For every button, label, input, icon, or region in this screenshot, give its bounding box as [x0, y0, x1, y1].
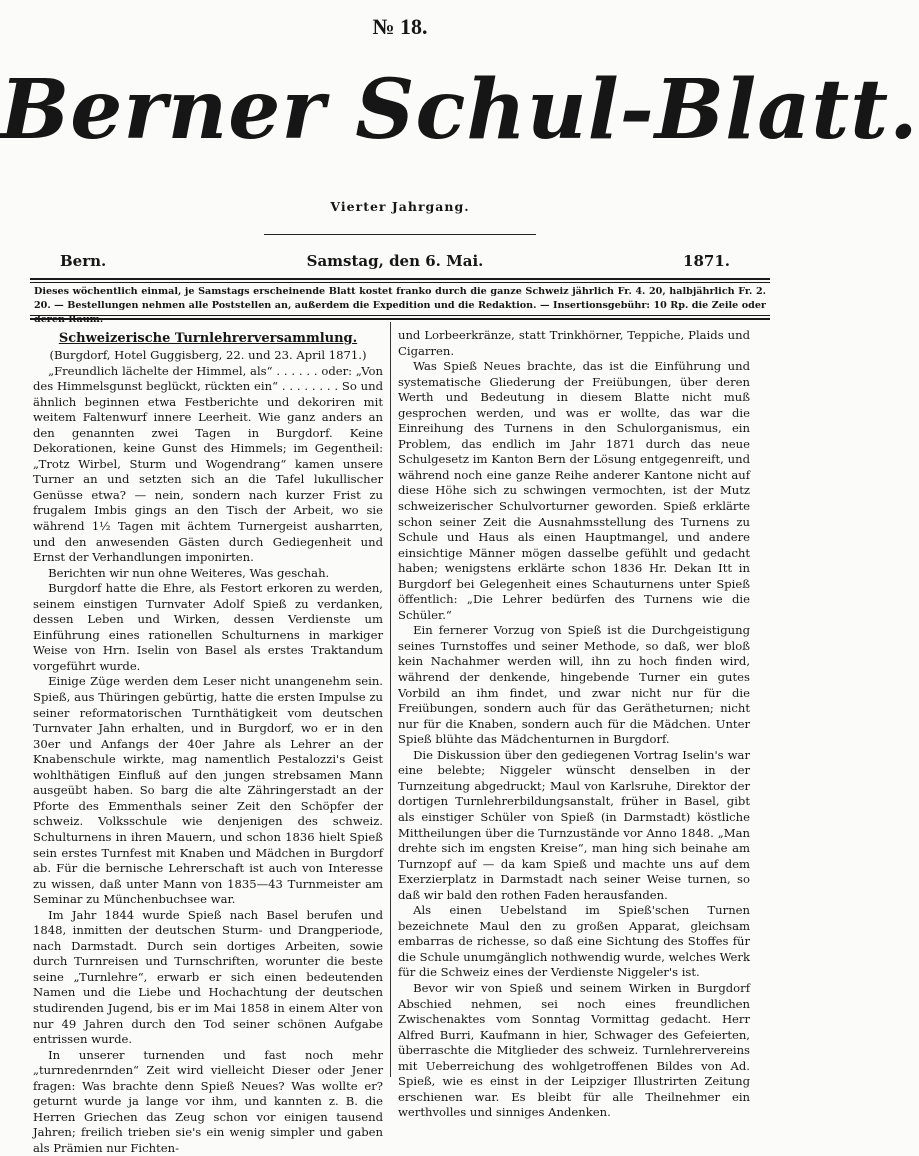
paragraph: Als einen Uebelstand im Spieß'schen Turnen bezeichnete Maul den zu großen Apparat, gleichsam embarras de richesse, so daß eine Sichtung des Stoffes für die Schule unumgänglich nothwendig wurde, welches Werk für die Schweiz eines der Verdienste Niggeler's ist. [398, 903, 750, 980]
divider [30, 278, 770, 280]
issue-number: № 18. [372, 14, 428, 39]
paragraph: Die Diskussion über den gediegenen Vortrag Iselin's war eine belebte; Niggeler wünscht denselben in der Turnzeitung abgedruckt; Maul von Karlsruhe, Direktor der dortigen Turnlehrerbildungsanstalt, früher in Basel, gibt als einstiger Schüler von Spieß (in Darmstadt) köstliche Mittheilungen über die Turnzustände vor Anno 1848. „Man drehte sich im engsten Kreise“, man hing sich beinahe am Turnzopf auf — da kam Spieß und machte uns auf dem Exerzierplatz in Darmstadt nach seiner Weise turnen, so daß wir bald den rothen Faden herausfanden. [398, 747, 750, 902]
paragraph: Ein fernerer Vorzug von Spieß ist die Durchgeistigung seines Turnstoffes und seiner Methode, so daß, wer bloß kein Nachahmer werden will, ihn zu hoch finden wird, während der denkende, hingebende Turner ein gutes Vorbild an ihm findet, und zwar nicht nur für die Freiübungen, sondern auch für das Gerätheturnen; nicht nur für die Knaben, sondern auch für die Mädchen. Unter Spieß blühte das Mädchenturnen in Burgdorf. [398, 623, 750, 747]
issue-date: Samstag, den 6. Mai. [306, 252, 484, 270]
divider [30, 318, 770, 320]
article-title: Schweizerische Turnlehrerversammlung. [58, 331, 358, 346]
subscription-notice: Dieses wöchentlich einmal, je Samstags erscheinende Blatt kostet franko durch die ganze Schweiz jährlich Fr. 4. 20, halbjährlich Fr. 2. 20. — Bestellungen nehmen alle Poststellen an, außerdem die Expedition und die Redaktion. — Insertionsgebühr: 10 Rp. die Zeile oder [34, 286, 766, 311]
paragraph: Einige Züge werden dem Leser nicht unangenehm sein. Spieß, aus Thüringen gebürtig, hatte die ersten Impulse zu seiner reformatorischen Turnthätigkeit vom deutschen Turnvater Jahn erhalten, und in Burgdorf, wo er in den 30er und Anfangs der 40er Jahre als Lehrer an der Knabenschule wirkte, mag namentlich Pestalozzi's Geist wohlthätigen Einfluß auf den jungen strebsamen Mann ausgeübt haben. So barg die alte Zähringerstadt an der Pforte des Emmenthals seiner Zeit den Schöpfer der schweiz. Volksschule wie denjenigen des schweiz. Schulturnens in ihren Mauern, und schon 1836 hielt Spieß sein erstes Turnfest mit Knaben und Mädchen in Burgdorf ab. Für die bernische Lehrerschaft ist auch von Interesse zu wissen, daß unter Mann von 1835—43 Turnmeister am Seminar zu Münchenbuchsee war. [33, 674, 383, 907]
paragraph: Bevor wir von Spieß und seinem Wirken in Burgdorf Abschied nehmen, sei noch eines freundlichen Zwischenaktes vom Sonntag Vormittag gedacht. Herr Alfred Burri, Kaufmann in hier, Schwager des Gefeierten, überraschte die Mitglieder des schweiz. Turnlehrervereins mit Ueberreichung des wohlgetroffenen Bildes von Ad. Spieß, wie es einst in der Leipziger Illustrirten Zeitung erschienen war. Es bleibt für alle Theilnehmer ein werthvolles und sinniges Andenken. [398, 980, 750, 1120]
paragraph: Was Spieß Neues brachte, das ist die Einführung und systematische Gliederung der Freiübungen, über deren Werth und Bedeutung in diesem Blatte nicht muß gesprochen werden, und was er wollte, das war die Einreihung des Turnens in den Schulorganismus, ein Problem, das endlich im Jahr 1871 durch das neue Schulgesetz im Kanton Bern der Lösung entgegenreift, und während noch eine ganze Reihe anderer Kantone nicht auf diese Höhe sich zu schwingen vermochten, ist der Mutz schweizerischer Schulvorturner geworden. Spieß erklärte schon seiner Zeit die Ausnahmsstellung des Turnens zu Schule und Haus als einen Hauptmangel, und andere einsichtige Männer mögen dasselbe gefühlt und gedacht haben; wenigstens erklärte schon 1836 Hr. Dekan Itt in Burgdorf bei Gelegenheit eines Schauturnens unter Spieß öffentlich: „Die Lehrer bedürfen des Turnens wie die Schüler.“ [398, 359, 750, 622]
paragraph: Burgdorf hatte die Ehre, als Festort erkoren zu werden, seinem einstigen Turnvater Adolf Spieß zu verdanken, dessen Leben und Wirken, dessen Verdienste um Einführung eines rationellen Schulturnens in markiger Weise von Hrn. Iselin von Basel als erstes Traktandum vorgeführt wurde. [33, 581, 383, 673]
right-column [398, 328, 750, 1121]
masthead-title: Berner Schul-Blatt. [0, 62, 919, 158]
volume-subtitle: Vierter Jahrgang. [330, 199, 470, 214]
article-place-date: (Burgdorf, Hotel Guggisberg, 22. und 23. April 1871.) [49, 348, 367, 362]
divider [30, 282, 770, 283]
column-divider [390, 322, 391, 1077]
issue-year: 1871. [683, 252, 730, 270]
paragraph: und Lorbeerkränze, statt Trinkhörner, Teppiche, Plaids und Cigarren. [398, 328, 750, 358]
paragraph: In unserer turnenden und fast noch mehr „turnredenrnden“ Zeit wird vielleicht Dieser oder Jener fragen: Was brachte denn Spieß Neues? Was wollte er? geturnt wurde ja lange vor ihm, und kannten z. B. die Herren Griechen das Zeug schon vor einigen tausend Jahren; freilich trieben sie's ein wenig simpler und gaben als Prämien nur Fichten- [33, 1047, 383, 1155]
paragraph: Im Jahr 1844 wurde Spieß nach Basel berufen und 1848, inmitten der deutschen Sturm- und Drangperiode, nach Darmstadt. Durch sein dortiges Arbeiten, sowie durch Turnreisen und Turnschriften, worunter die beste seine „Turnlehre“, erwarb er sich einen bedeutenden Namen und die Liebe und Hochachtung der deutschen studirenden Jugend, bis er im Mai 1858 in einem Alter von nur 49 Jahren durch den Tod seiner schönen Aufgabe entrissen wurde. [33, 907, 383, 1047]
left-column [33, 330, 383, 1156]
dateline [60, 252, 730, 272]
paragraph: „Freundlich lächelte der Himmel, als“ . . . . . . oder: „Von des Himmelsgunst beglückt, rückten ein“ . . . . . . . . So und ähnlich beginnen etwa Festberichte und dekoriren mit weitem Faltenwurf innere Leerheit. Wie ganz anders an den genannten zwei Tagen in Burgdorf. Keine Dekorationen, keine Gunst des Himmels; im Gegentheil: „Trotz Wirbel, Sturm und Wogendrang“ kamen unsere Turner an und setzten sich an die Tafel lukullischer Genüsse etwa? — nein, sondern nach kurzer Frist zu frugalem Imbis gings an den Tisch der Arbeit, wo sie während 1½ Tagen mit ächtem Turnergeist ausharrten, und den anwesenden Gästen durch Gediegenheit und Ernst der Verhandlungen imponirten. [33, 363, 383, 565]
divider [264, 234, 536, 235]
issue-city: Bern. [60, 252, 107, 270]
paragraph: Berichten wir nun ohne Weiteres, Was geschah. [48, 565, 330, 580]
divider [30, 315, 770, 316]
